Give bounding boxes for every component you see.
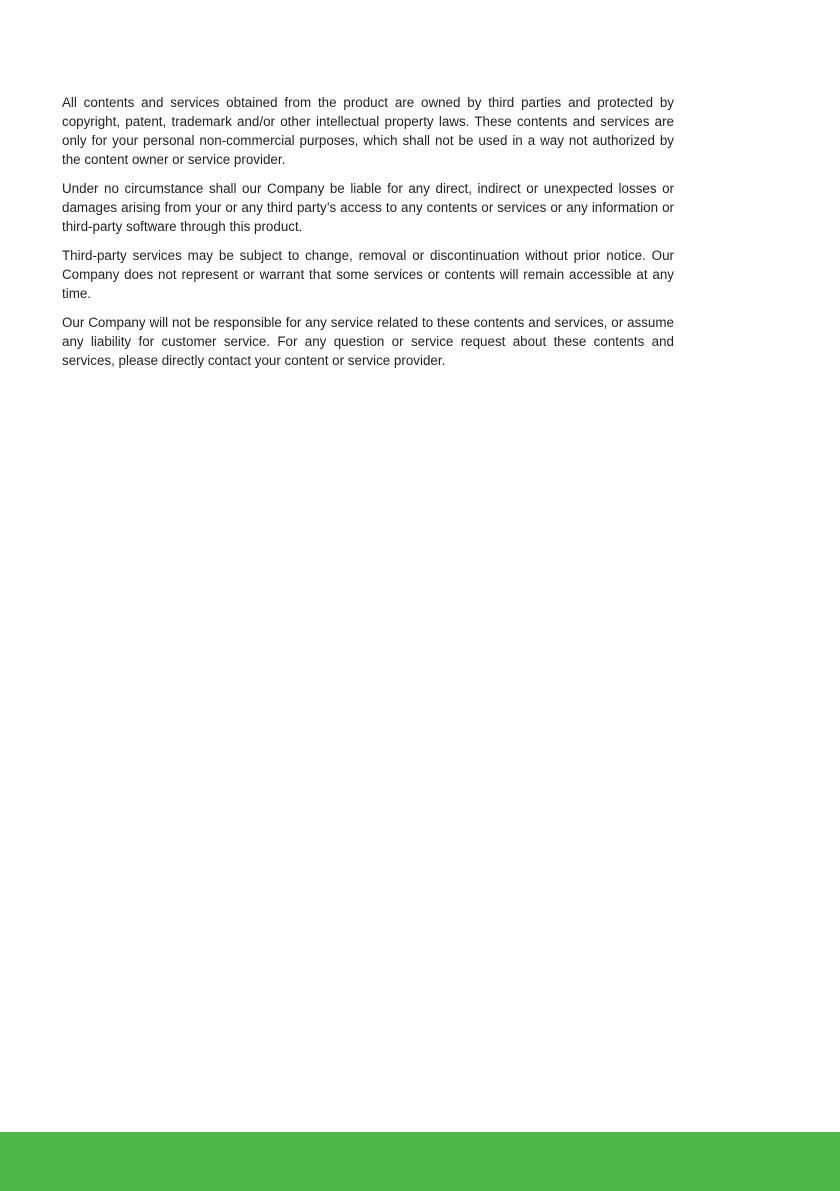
paragraph-liability: Under no circumstance shall our Company be liable for any direct, indirect or unexpected losses or damages arising from your or any third party’s access to any contents or services or any information or third-party software through this product. bbox=[62, 181, 674, 234]
disclaimer-body bbox=[62, 93, 674, 380]
paragraph-customer-service: Our Company will not be responsible for any service related to these contents and services, or assume any liability for customer service. For any question or service request about these contents and services, please directly contact your content or service provider. bbox=[62, 315, 674, 368]
paragraph-third-party-services: Third-party services may be subject to change, removal or discontinuation without prior notice. Our Company does not represent or warrant that some services or contents will remain accessible at any time. bbox=[62, 248, 674, 301]
footer-bar bbox=[0, 1132, 840, 1191]
paragraph-ownership: All contents and services obtained from the product are owned by third parties and protected by copyright, patent, trademark and/or other intellectual property laws. These contents and services are only for your personal non-commercial purposes, which shall not be used in a way not authorized by the content owner or service provider. bbox=[62, 95, 674, 167]
